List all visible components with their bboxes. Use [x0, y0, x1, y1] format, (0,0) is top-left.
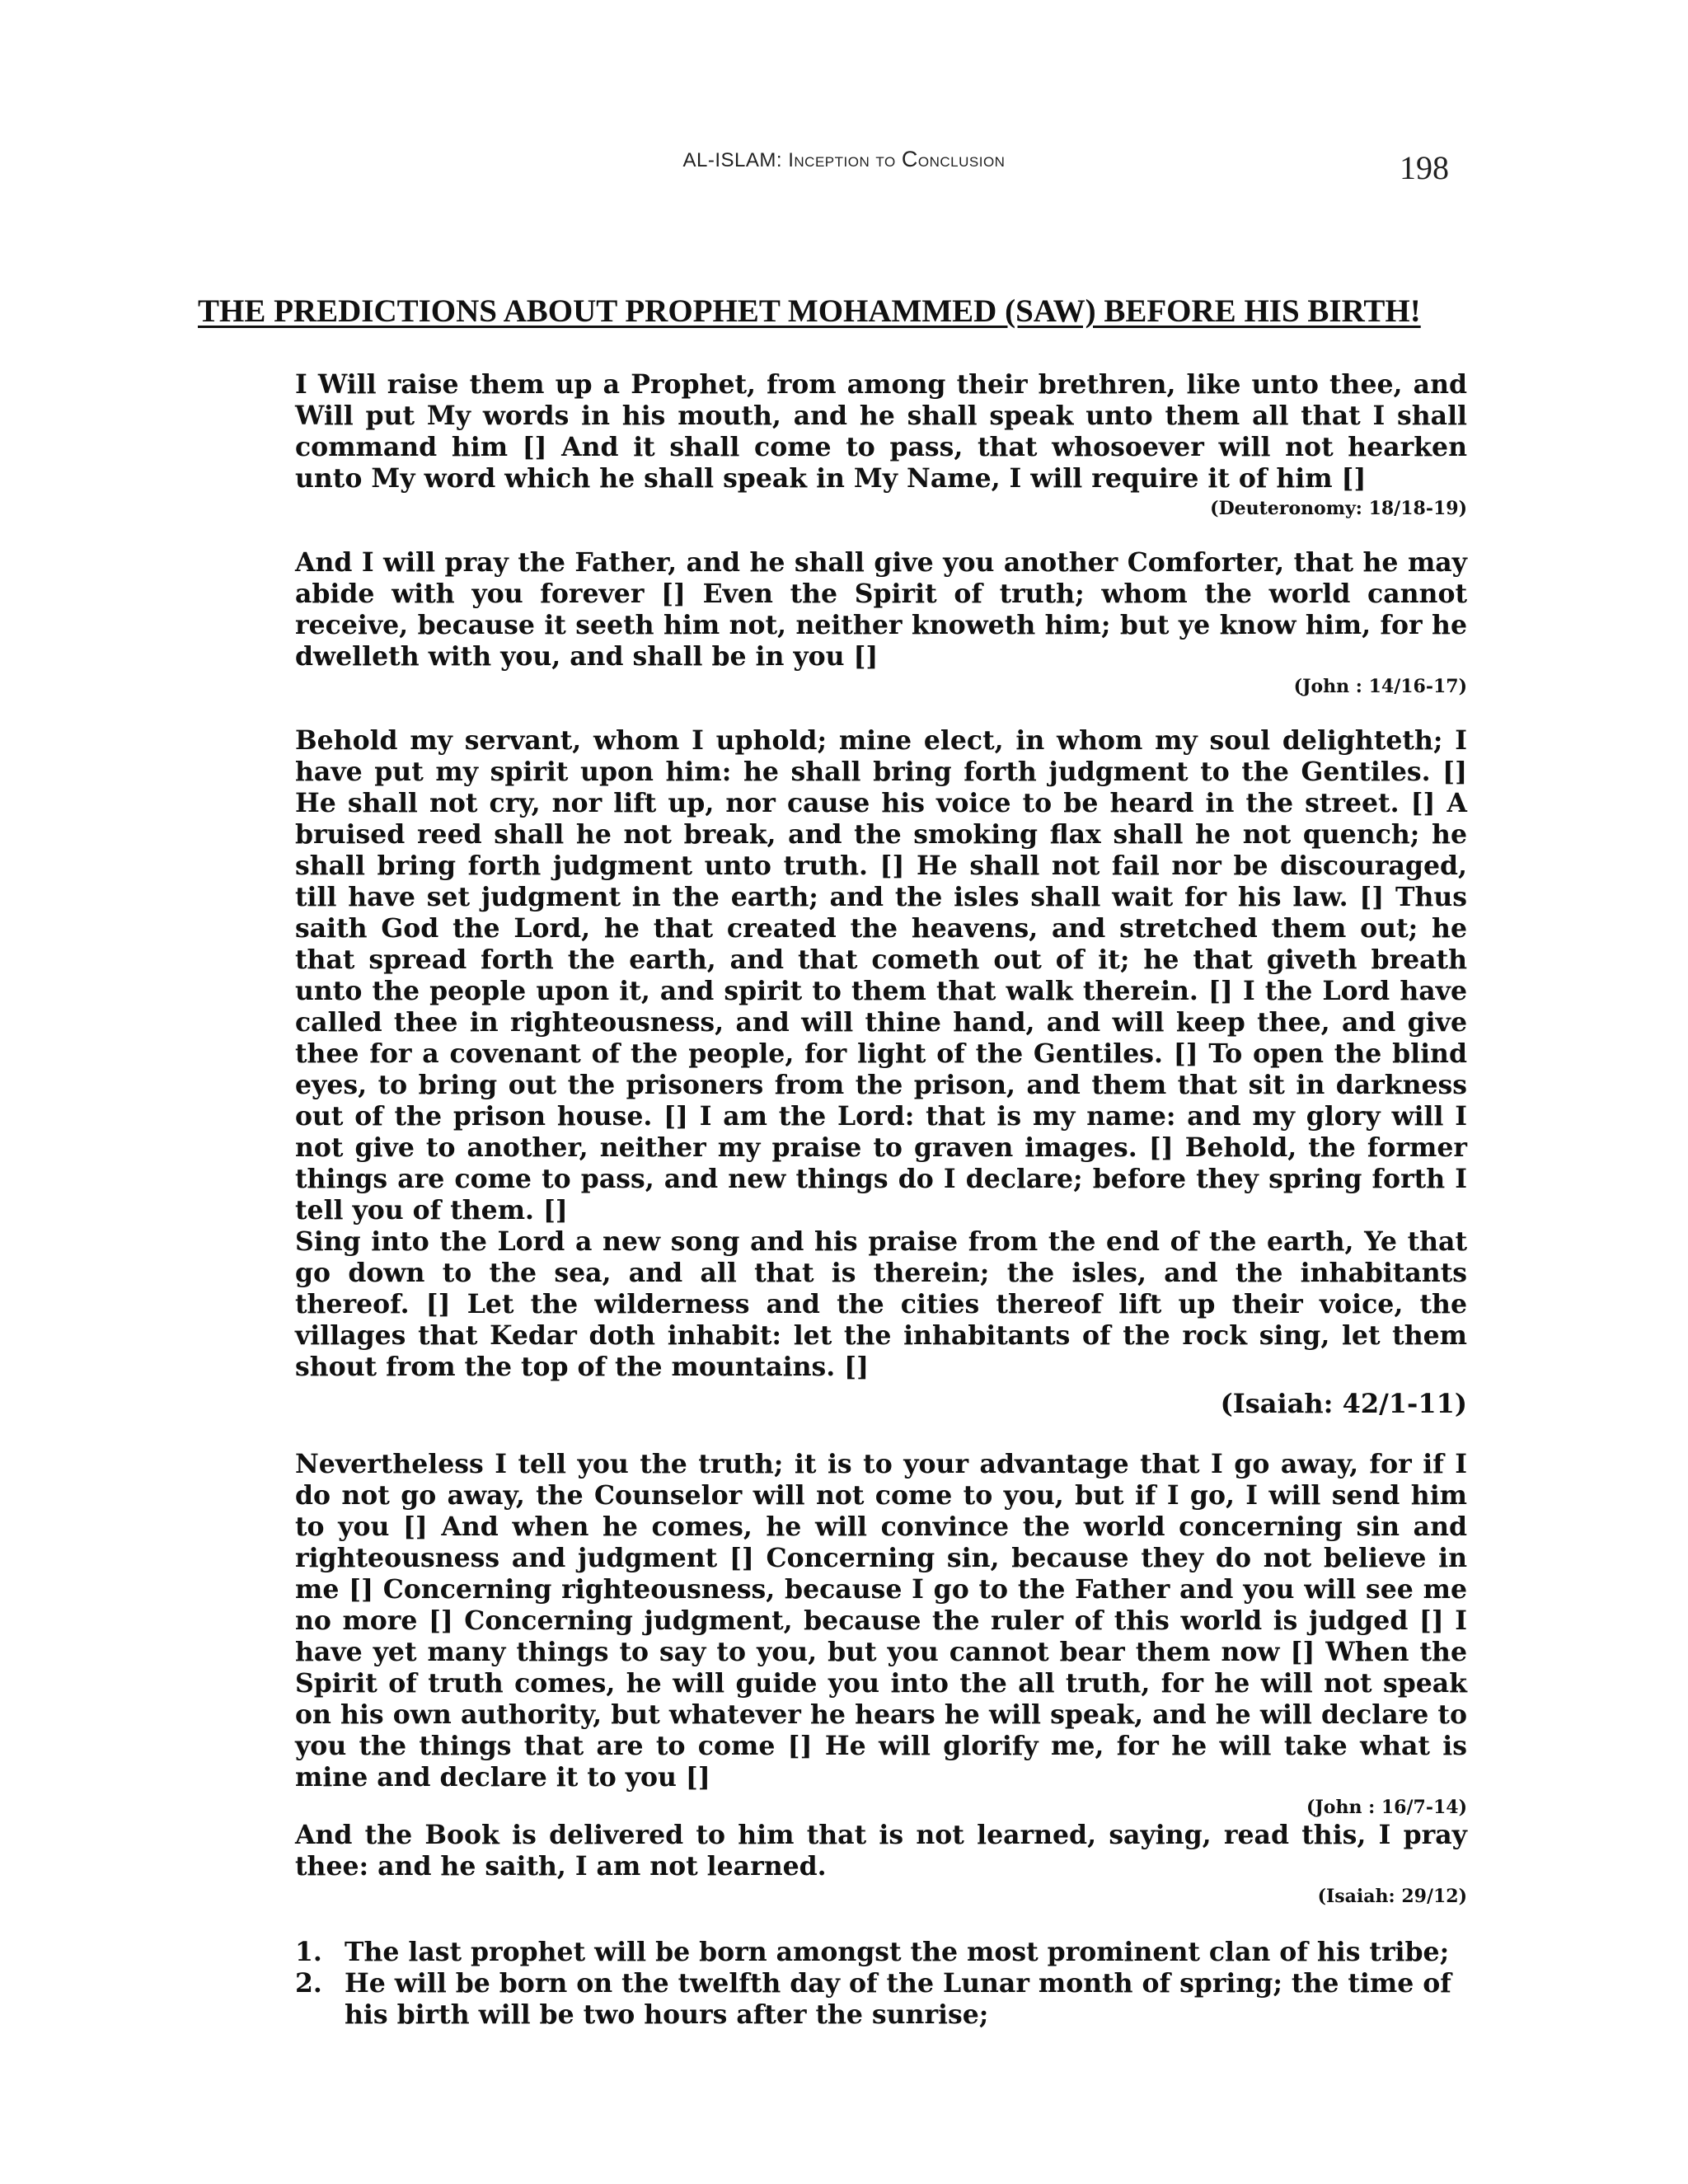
running-head-part: onclusion [917, 149, 1006, 171]
passage-isaiah-42: Behold my servant, whom I uphold; mine elect, in whom my soul delighteth; I have put my spirit upon him: he shall bring forth judgment to the Gentiles. [] He shall not cry, nor lift up, nor cause his voice to be heard in the street. [] A bruised reed shall he not break, and the smoking flax shall he not quench; he shall bring forth judgment unto truth. [] He shall not fail nor be discouraged, till have set judgment in the earth; and the isles shall wait for his law. [] Thus saith God the Lord, he that created the heavens, and stretched them out; he that spread forth the earth, and that cometh out of it; he that giveth breath unto the people upon it, and spirit to them that walk therein. [] I the Lord have called thee in righteousness, and will thine hand, and will keep thee, and give thee for a covenant of the people, for light of the Gentiles. [] To open the blind eyes, to bring out the prisoners from the prison, and them that sit in darkness out of the prison house. [] I am the Lord: that is my name: and my glory will I not give to another, neither my praise to graven images. [] Behold, the former things are come to pass, and new things do I declare; before they spring forth I tell you of them. [] [295, 725, 1467, 1226]
passage-reference: (John : 16/7-14) [1306, 1797, 1467, 1818]
running-head-part: C [901, 147, 918, 171]
list-item-text: The last prophet will be born amongst the most prominent clan of his tribe; [345, 1937, 1450, 1967]
running-head-part: AL-ISLAM: I [682, 149, 795, 171]
list-item [295, 1937, 1467, 1968]
passage-deuteronomy: I Will raise them up a Prophet, from among their brethren, like unto thee, and Will put My words in his mouth, and he shall speak unto them all that I shall command him [] And it shall come to pass, that whosoever will not hearken unto My word which he shall speak in My Name, I will require it of him [] [295, 369, 1467, 494]
page-number: 198 [1400, 149, 1449, 186]
page-title: THE PREDICTIONS ABOUT PROPHET MOHAMMED (SAW) BEFORE HIS BIRTH! [198, 293, 1421, 329]
list-item-text: He will be born on the twelfth day of the Lunar month of spring; the time of his birth will be two hours after the sunrise; [345, 1968, 1451, 2030]
list-item [295, 1968, 1467, 2031]
running-head-part: nception to [794, 149, 902, 171]
passage-reference: (Isaiah: 29/12) [1317, 1886, 1467, 1907]
prediction-list [295, 1937, 1467, 2031]
passage-john-16: Nevertheless I tell you the truth; it is to your advantage that I go away, for if I do not go away, the Counselor will not come to you, but if I go, I will send him to you [] And when he comes, he will convince the world concerning sin and righteousness and judgment [] Concerning sin, because they do not believe in me [] Concerning righteousness, because I go to the Father and you will see me no more [] Concerning judgment, because the ruler of this world is judged [] I have yet many things to say to you, but you cannot bear them now [] When the Spirit of truth comes, he will guide you into the all truth, for he will not speak on his own authority, but whatever he hears he will speak, and he will declare to you the things that are to come [] He will glorify me, for he will take what is mine and declare it to you [] [295, 1449, 1467, 1793]
list-item-number: 2. [295, 1968, 322, 1999]
page-body [295, 369, 1467, 2031]
passage-john-14: And I will pray the Father, and he shall give you another Comforter, that he may abide with you forever [] Even the Spirit of truth; whom the world cannot receive, because it seeth him not, neither knoweth him; but ye know him, for he dwelleth with you, and shall be in you [] [295, 547, 1467, 672]
passage-reference: (Deuteronomy: 18/18-19) [1210, 498, 1467, 519]
passage-reference: (John : 14/16-17) [1293, 676, 1467, 697]
passage-isaiah-29: And the Book is delivered to him that is not learned, saying, read this, I pray thee: and he saith, I am not learned. [295, 1820, 1467, 1882]
list-item-number: 1. [295, 1937, 322, 1967]
passage-isaiah-42-continuation: Sing into the Lord a new song and his praise from the end of the earth, Ye that go down to the sea, and all that is therein; the isles, and the inhabitants thereof. [] Let the wilderness and the cities thereof lift up their voice, the villages that Kedar doth inhabit: let the inhabitants of the rock sing, let them shout from the top of the mountains. [] [295, 1226, 1467, 1382]
passage-reference: (Isaiah: 42/1-11) [1220, 1388, 1467, 1419]
